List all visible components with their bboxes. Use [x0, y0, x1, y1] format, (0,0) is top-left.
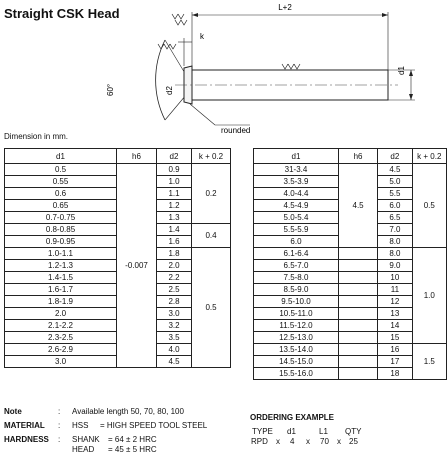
d1-cell: 1.2-1.3: [5, 260, 117, 272]
d2-cell: 6.0: [378, 200, 412, 212]
size-table-left: [4, 148, 231, 368]
d2-label: d2: [165, 86, 174, 95]
d1-cell: 0.9-0.95: [5, 236, 117, 248]
material-label: MATERIAL: [4, 421, 45, 430]
d1-cell: 2.6-2.9: [5, 344, 117, 356]
d1-cell: 31-3.4: [254, 164, 339, 176]
d1-cell: 5.5-5.9: [254, 224, 339, 236]
d2-cell: 11: [378, 284, 412, 296]
ordering-d1-value: 4: [290, 437, 295, 446]
d1-cell: 0.6: [5, 188, 117, 200]
k-cell: 1.5: [412, 344, 446, 380]
d1-cell: 13.5-14.0: [254, 344, 339, 356]
d2-cell: 7.0: [378, 224, 412, 236]
d2-cell: 5.5: [378, 188, 412, 200]
d1-cell: 3.5-3.9: [254, 176, 339, 188]
ordering-title: ORDERING EXAMPLE: [250, 413, 335, 422]
h6-cell: [338, 332, 377, 344]
h6-cell: [338, 356, 377, 368]
h6-cell: [338, 260, 377, 272]
column-header: d2: [378, 149, 412, 164]
d2-cell: 3.2: [157, 320, 192, 332]
note-colon: :: [58, 407, 61, 416]
ordering-x3: x: [337, 437, 341, 446]
d1-cell: 6.5-7.0: [254, 260, 339, 272]
d1-cell: 0.7-0.75: [5, 212, 117, 224]
d1-cell: 12.5-13.0: [254, 332, 339, 344]
h6-cell: [338, 308, 377, 320]
table-row: [5, 164, 231, 176]
d2-cell: 17: [378, 356, 412, 368]
h6-cell: [338, 296, 377, 308]
material-colon: :: [58, 421, 61, 430]
table-header-row: [254, 149, 447, 164]
d2-cell: 8.0: [378, 248, 412, 260]
ordering-d1-header: d1: [287, 427, 296, 436]
d1-cell: 5.0-5.4: [254, 212, 339, 224]
d2-cell: 1.0: [157, 176, 192, 188]
k-cell: 0.5: [412, 164, 446, 248]
column-header: d2: [157, 149, 192, 164]
d2-cell: 3.0: [157, 308, 192, 320]
ordering-x2: x: [306, 437, 310, 446]
d2-cell: 16: [378, 344, 412, 356]
d2-cell: 8.0: [378, 236, 412, 248]
d2-cell: 18: [378, 368, 412, 380]
d1-cell: 10.5-11.0: [254, 308, 339, 320]
k-cell: 0.4: [192, 224, 231, 248]
h6-cell: [338, 320, 377, 332]
d1-cell: 9.5-10.0: [254, 296, 339, 308]
note-label: Note: [4, 407, 22, 416]
d1-cell: 2.0: [5, 308, 117, 320]
h6-cell: [338, 368, 377, 380]
d2-cell: 4.5: [378, 164, 412, 176]
d2-cell: 1.1: [157, 188, 192, 200]
ordering-x1: x: [276, 437, 280, 446]
d1-cell: 14.5-15.0: [254, 356, 339, 368]
ordering-type-value: RPD: [251, 437, 268, 446]
h6-cell: [338, 272, 377, 284]
shank-value: = 64 ± 2 HRC: [108, 435, 157, 444]
d1-cell: 0.5: [5, 164, 117, 176]
d1-cell: 0.55: [5, 176, 117, 188]
ordering-l1-header: L1: [319, 427, 328, 436]
d1-cell: 0.65: [5, 200, 117, 212]
h6-cell: -0.007: [117, 164, 157, 368]
size-table-right: [253, 148, 447, 380]
d1-cell: 6.1-6.4: [254, 248, 339, 260]
k-label: k: [200, 32, 204, 41]
d2-cell: 9.0: [378, 260, 412, 272]
hardness-label: HARDNESS: [4, 435, 49, 444]
h6-cell: [338, 344, 377, 356]
d1-cell: 1.4-1.5: [5, 272, 117, 284]
h6-cell: [338, 248, 377, 260]
ordering-type-header: TYPE: [252, 427, 273, 436]
d2-cell: 12: [378, 296, 412, 308]
material-code: HSS: [72, 421, 89, 430]
d2-cell: 3.5: [157, 332, 192, 344]
table-row: [254, 248, 447, 260]
d1-cell: 15.5-16.0: [254, 368, 339, 380]
d2-cell: 1.8: [157, 248, 192, 260]
k-cell: 0.2: [192, 164, 231, 224]
pin-drawing: [0, 0, 447, 135]
d2-cell: 1.3: [157, 212, 192, 224]
h6-cell: [338, 284, 377, 296]
ordering-l1-value: 70: [320, 437, 329, 446]
column-header: d1: [254, 149, 339, 164]
h6-cell: 4.5: [338, 164, 377, 248]
column-header: d1: [5, 149, 117, 164]
d2-cell: 10: [378, 272, 412, 284]
k-cell: 0.5: [192, 248, 231, 368]
d2-cell: 1.2: [157, 200, 192, 212]
d1-cell: 1.0-1.1: [5, 248, 117, 260]
head-value: = 45 ± 5 HRC: [108, 445, 157, 454]
table-row: [254, 164, 447, 176]
d2-cell: 0.9: [157, 164, 192, 176]
d2-cell: 1.4: [157, 224, 192, 236]
surface-finish-icon: [158, 14, 300, 69]
d2-cell: 14: [378, 320, 412, 332]
d2-cell: 2.8: [157, 296, 192, 308]
d2-cell: 13: [378, 308, 412, 320]
page-title: Straight CSK Head: [4, 6, 120, 21]
head-label: HEAD: [72, 445, 95, 454]
angle-label: 60°: [106, 83, 115, 96]
column-header: k + 0.2: [192, 149, 231, 164]
d2-cell: 2.5: [157, 284, 192, 296]
d1-cell: 0.8-0.85: [5, 224, 117, 236]
material-value: = HIGH SPEED TOOL STEEL: [100, 421, 208, 430]
table-row: [254, 344, 447, 356]
d1-cell: 1.6-1.7: [5, 284, 117, 296]
ordering-qty-value: 25: [349, 437, 358, 446]
rounded-label: rounded: [221, 126, 251, 135]
d1-cell: 2.1-2.2: [5, 320, 117, 332]
d2-cell: 4.0: [157, 344, 192, 356]
k-cell: 1.0: [412, 248, 446, 344]
d1-cell: 4.5-4.9: [254, 200, 339, 212]
hardness-colon: :: [58, 435, 61, 444]
column-header: h6: [338, 149, 377, 164]
d1-cell: 7.5-8.0: [254, 272, 339, 284]
d2-cell: 2.0: [157, 260, 192, 272]
d2-cell: 4.5: [157, 356, 192, 368]
d1-cell: 8.5-9.0: [254, 284, 339, 296]
d1-cell: 1.8-1.9: [5, 296, 117, 308]
d1-cell: 2.3-2.5: [5, 332, 117, 344]
d1-cell: 4.0-4.4: [254, 188, 339, 200]
d2-cell: 5.0: [378, 176, 412, 188]
d1-cell: 11.5-12.0: [254, 320, 339, 332]
table-header-row: [5, 149, 231, 164]
shank-label: SHANK: [72, 435, 100, 444]
dimension-note: Dimension in mm.: [4, 132, 69, 141]
d2-cell: 1.6: [157, 236, 192, 248]
d2-cell: 6.5: [378, 212, 412, 224]
column-header: h6: [117, 149, 157, 164]
note-value: Available length 50, 70, 80, 100: [72, 407, 184, 416]
d2-cell: 2.2: [157, 272, 192, 284]
d1-label: d1: [397, 66, 406, 75]
d1-cell: 3.0: [5, 356, 117, 368]
d1-cell: 6.0: [254, 236, 339, 248]
column-header: k + 0.2: [412, 149, 446, 164]
d2-cell: 15: [378, 332, 412, 344]
length-label: L+2: [278, 3, 292, 12]
ordering-qty-header: QTY: [345, 427, 362, 436]
